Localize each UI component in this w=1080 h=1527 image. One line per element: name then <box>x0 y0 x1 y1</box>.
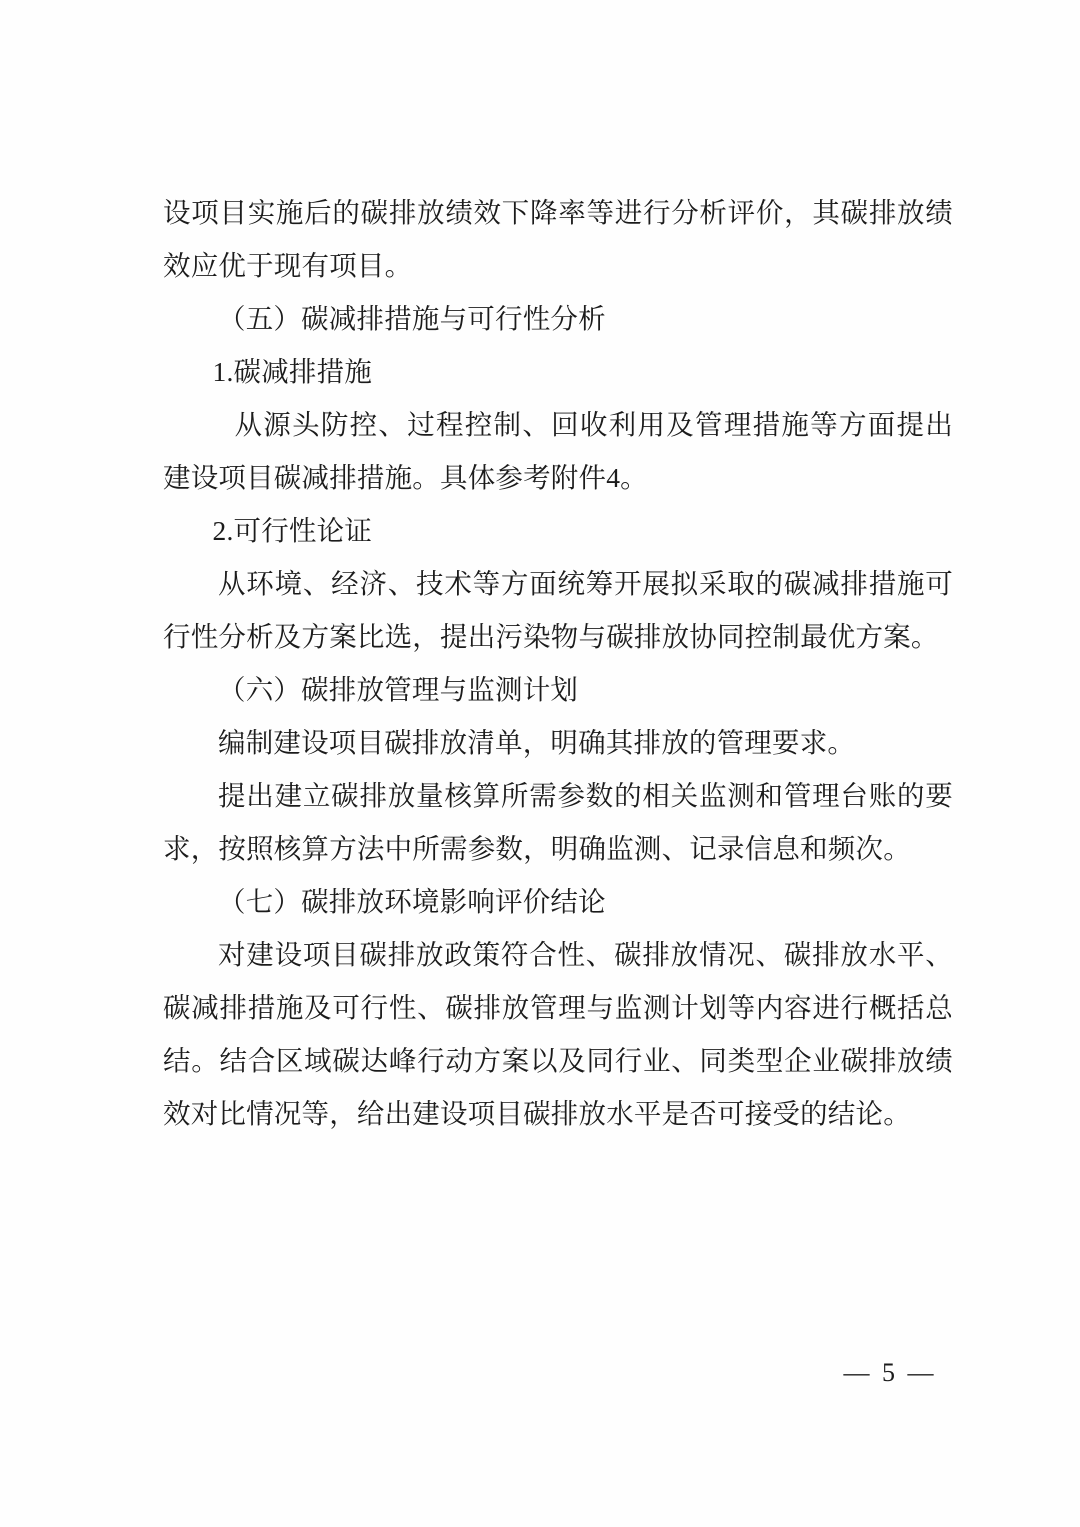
paragraph-monitoring-ledger: 提出建立碳排放量核算所需参数的相关监测和管理台账的要求，按照核算方法中所需参数，明确监测、记录信息和频次。 <box>163 780 953 864</box>
page-number: — 5 — <box>843 1358 937 1387</box>
section-heading-six: （六）碳排放管理与监测计划 <box>218 674 579 705</box>
paragraph-carbon-reduction-measures: 从源头防控、过程控制、回收利用及管理措施等方面提出建设项目碳减排措施。具体参考附件4。 <box>163 409 953 493</box>
paragraph-conclusion: 对建设项目碳排放政策符合性、碳排放情况、碳排放水平、碳减排措施及可行性、碳排放管理与监测计划等内容进行概括总结。结合区域碳达峰行动方案以及同行业、同类型企业碳排放绩效对比情况等，给出建设项目碳排放水平是否可接受的结论。 <box>163 939 953 1129</box>
subsection-heading-2: 2.可行性论证 <box>212 515 373 546</box>
subsection-heading-1: 1.碳减排措施 <box>212 356 373 387</box>
page-footer <box>0 1358 1080 1388</box>
section-heading-five: （五）碳减排措施与可行性分析 <box>218 303 606 334</box>
page-body <box>163 186 953 1140</box>
section-heading-seven: （七）碳排放环境影响评价结论 <box>218 886 606 917</box>
paragraph-continuation: 设项目实施后的碳排放绩效下降率等进行分析评价，其碳排放绩效应优于现有项目。 <box>163 197 953 281</box>
paragraph-emission-inventory: 编制建设项目碳排放清单，明确其排放的管理要求。 <box>218 727 856 758</box>
paragraph-feasibility: 从环境、经济、技术等方面统筹开展拟采取的碳减排措施可行性分析及方案比选，提出污染物与碳排放协同控制最优方案。 <box>163 568 953 652</box>
